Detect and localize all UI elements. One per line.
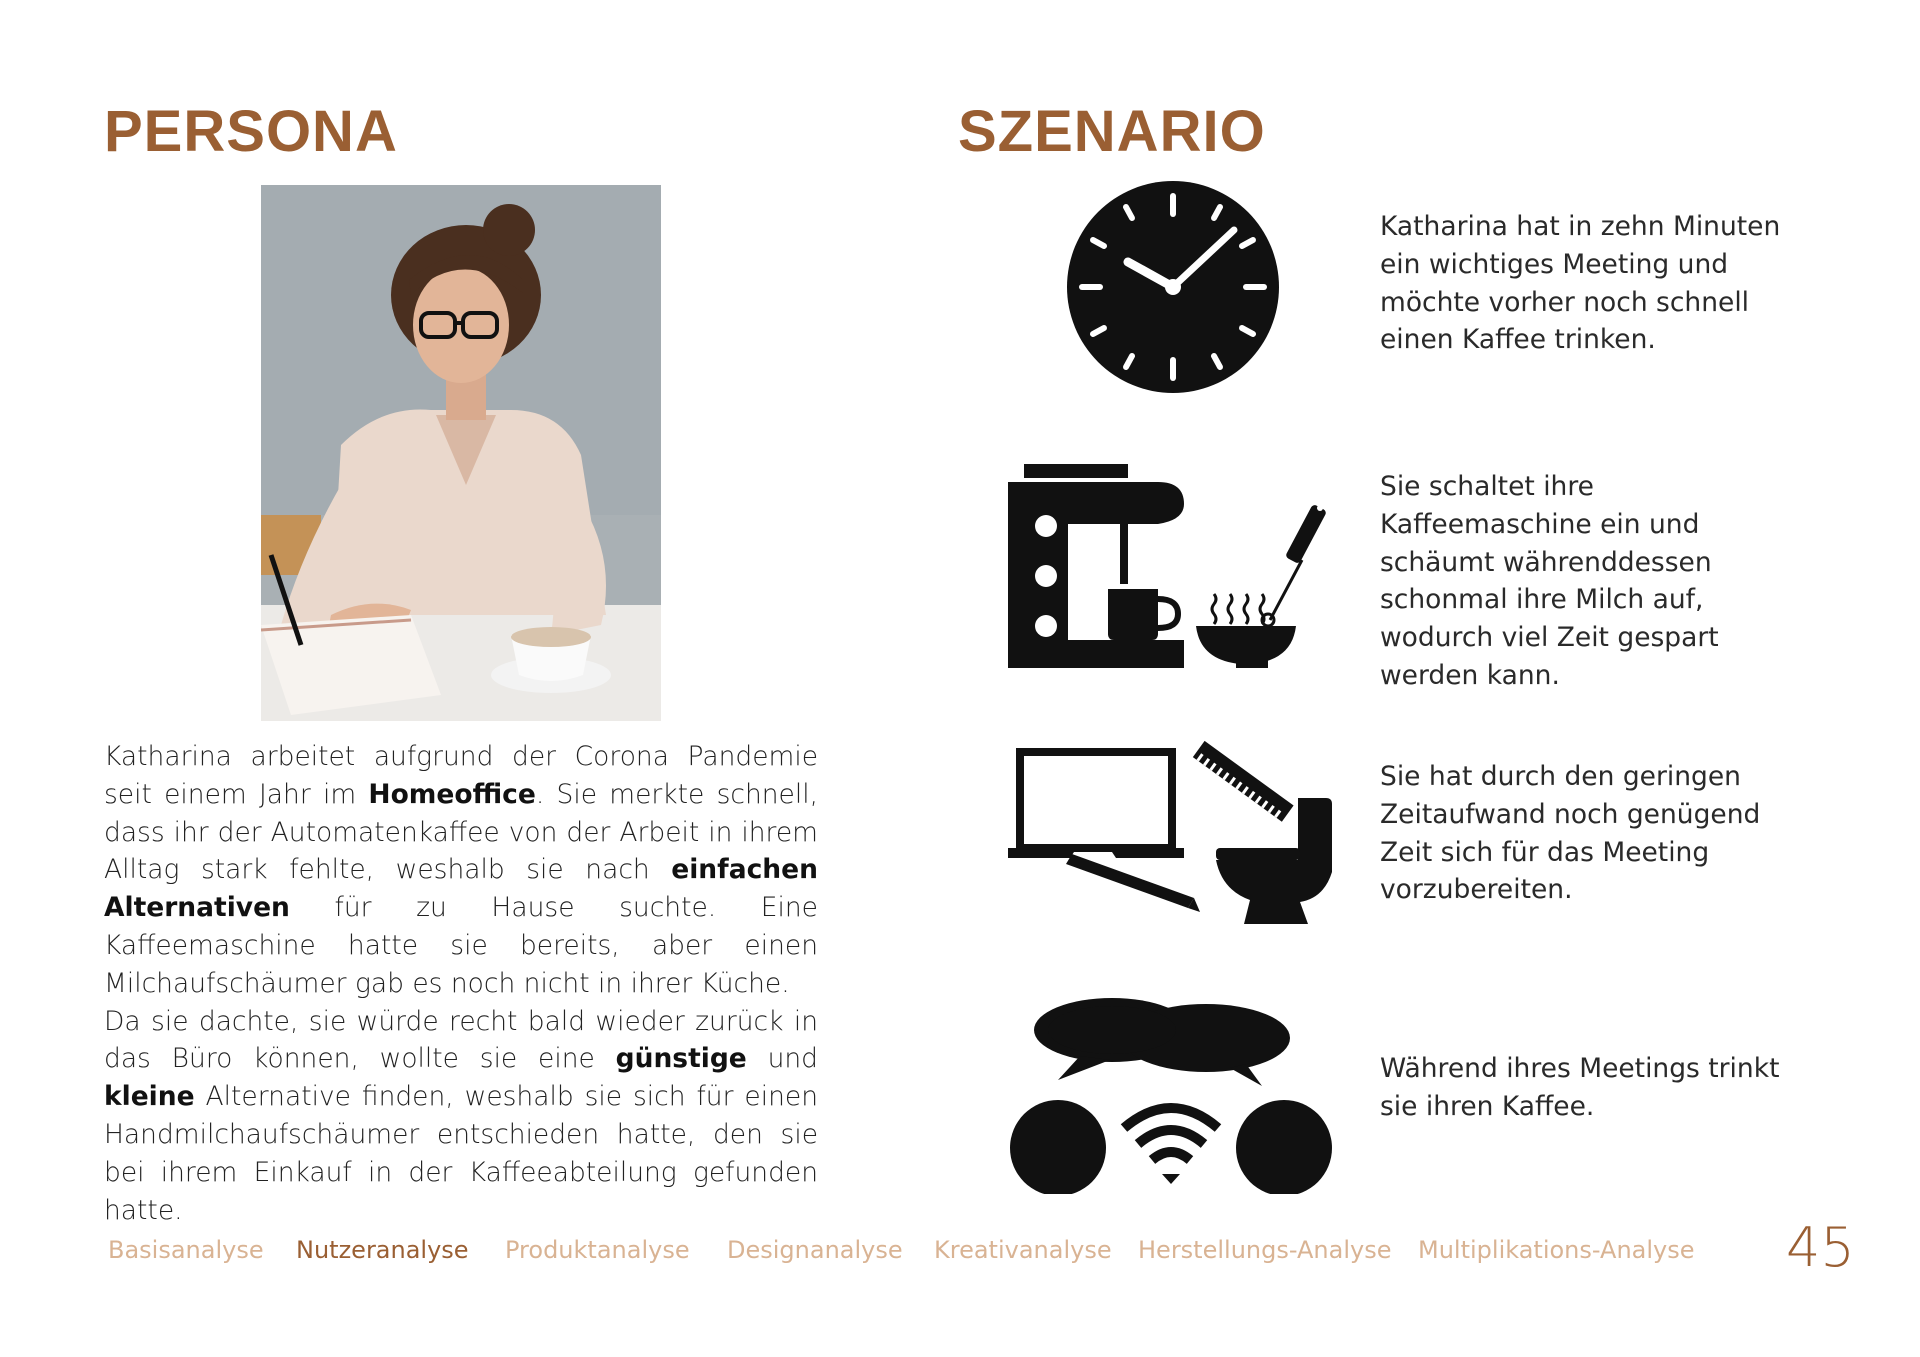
nav-item-multiplikations-analyse[interactable]: Multiplikations-Analyse [1418,1236,1695,1264]
bio-text: Katharina arbeitet aufgrund der Corona Pandemie seit einem Jahr im [104,741,818,810]
scenario-step-1-text: Katharina hat in zehn Minuten ein wichtiges Meeting und möchte vorher noch schnell einen Kaffee trinken. [1380,211,1781,356]
scenario-step-3-text: Sie hat durch den geringen Zeitaufwand noch genügend Zeit sich für das Meeting vorzubereiten. [1380,761,1761,906]
bio-text: . Sie merkte schnell, dass ihr der Automatenkaffee von der Arbeit in ihrem Alltag stark fehlte, weshalb sie nach [104,778,819,886]
bio-text: Alternative finden, weshalb sie sich für einen Handmilchaufschäumer entschieden hatte, den sie bei ihrem Einkauf in der Kaffeeabteilung gefunden hatte. [104,1081,818,1226]
scenario-heading: SZENARIO [958,99,1266,164]
bio-paragraph-2 [104,1003,818,1230]
nav-item-basisanalyse[interactable]: Basisanalyse [108,1236,264,1264]
nav-item-nutzeranalyse[interactable]: Nutzeranalyse [296,1236,469,1264]
bio-emphasis: Homeoffice [368,778,536,810]
nav-item-designanalyse[interactable]: Designanalyse [727,1236,903,1264]
laptop-comb-toilet-icon [1008,740,1332,924]
persona-heading: PERSONA [104,99,398,164]
meeting-chat-icon [1010,998,1332,1194]
persona-bio [104,738,818,1229]
bio-emphasis: günstige [615,1043,747,1075]
clock-icon [1066,180,1280,394]
section-navigation [0,1236,1920,1276]
bio-emphasis: einfachen Alternativen [104,854,818,924]
bio-text: für zu Hause suchte. Eine Kaffeemaschine hatte sie bereits, aber einen Milchaufschäumer gab es noch nicht in ihrer Küche. [104,892,818,999]
nav-item-kreativanalyse[interactable]: Kreativanalyse [934,1236,1112,1264]
bio-paragraph-1 [104,738,818,1003]
bio-text: und [746,1043,818,1075]
page-number: 45 [1786,1216,1855,1279]
nav-item-herstellungs-analyse[interactable]: Herstellungs-Analyse [1138,1236,1392,1264]
coffee-machine-frother-icon [1008,464,1332,670]
scenario-step-2-text: Sie schaltet ihre Kaffeemaschine ein und schäumt währenddessen schonmal ihre Milch auf, wodurch viel Zeit gespart werden kann. [1380,471,1719,691]
scenario-step-4-text: Während ihres Meetings trinkt sie ihren Kaffee. [1380,1053,1780,1122]
nav-item-produktanalyse[interactable]: Produktanalyse [505,1236,690,1264]
bio-text: Da sie dachte, sie würde recht bald wieder zurück in das Büro können, wollte sie eine [104,1005,818,1075]
persona-photo [261,185,661,721]
bio-emphasis: kleine [104,1081,195,1113]
